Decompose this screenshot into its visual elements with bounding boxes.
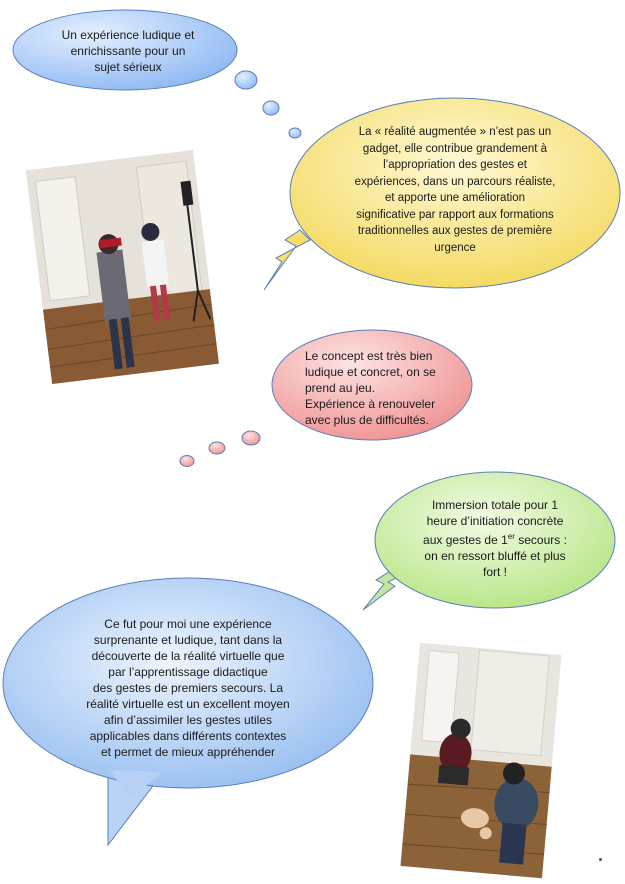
bubble-4-line3-post: secours : [514,533,567,547]
bubble-5-line: réalité virtuelle est un excellent moyen [86,697,290,711]
page-mark [599,858,602,861]
bubble-2-line: et apporte une amélioration [384,192,525,204]
thought-dot [263,101,279,115]
bubble-4-line: fort ! [482,565,507,579]
bubble-5-line: découverte de la réalité virtuelle que [91,649,285,663]
bubble-1-line: sujet sérieux [94,60,162,74]
bubble-5-line: surprenante et ludique, tant dans la [93,633,283,647]
bubble-4-line [400,529,590,548]
bubble-4-text [400,497,590,580]
bubble-5-text [58,616,318,760]
bubble-2-line: gadget, elle contribue grandement à [362,142,548,155]
bubble-3-line: Expérience à renouveler [305,397,436,411]
bubble-5-line: afin d’assimiler les gestes utiles [103,713,273,727]
bubble-1-text [28,27,228,75]
bubble-2-line: l’appropriation des gestes et [383,159,527,171]
bubble-5-line: et permet de mieux appréhender [100,745,276,759]
bubble-5-line: applicables dans différents contextes [89,729,287,743]
bubble-4-line: on en ressort bluffé et plus [424,549,566,563]
thought-dot [289,128,301,138]
bubble-4-line: Immersion totale pour 1 [431,498,559,512]
bubble-2-line: traditionnelles aux gestes de première [357,225,553,237]
bubble-2-text [330,124,580,256]
bubble-4-line: heure d’initiation concrète [426,514,564,528]
bubble-2-line: La « réalité augmentée » n’est pas un [358,126,552,138]
thought-dot [242,431,260,445]
bubble-5-line: Ce fut pour moi une expérience [104,617,272,631]
bubble-2-line: urgence [434,241,476,254]
bubble-3-line: Le concept est très bien [305,349,433,363]
bubble-4-sup: er [507,532,515,541]
bubble-3-line: ludique et concret, on se [305,365,436,379]
bubble-3-text [305,348,455,428]
bubble-3-line: avec plus de difficultés. [305,413,429,427]
bubble-5-line: par l’apprentissage didactique [108,665,268,679]
bubble-3-line: prend au jeu. [305,381,376,395]
bubble-2-line: significative par rapport aux formations [356,208,554,221]
bubble-1-line: enrichissante pour un [70,44,186,58]
thought-dot [180,456,194,467]
thought-dot [235,71,257,89]
speech-bubble-2-tail [264,230,310,290]
bubble-5-line: des gestes de premiers secours. La [92,681,284,695]
bubble-4-line3-pre: aux gestes de 1 [423,533,508,547]
thought-dot [209,442,225,454]
bubble-1-line: Un expérience ludique et [61,28,195,42]
bubble-2-line: expériences, dans un parcours réaliste, [354,175,556,188]
